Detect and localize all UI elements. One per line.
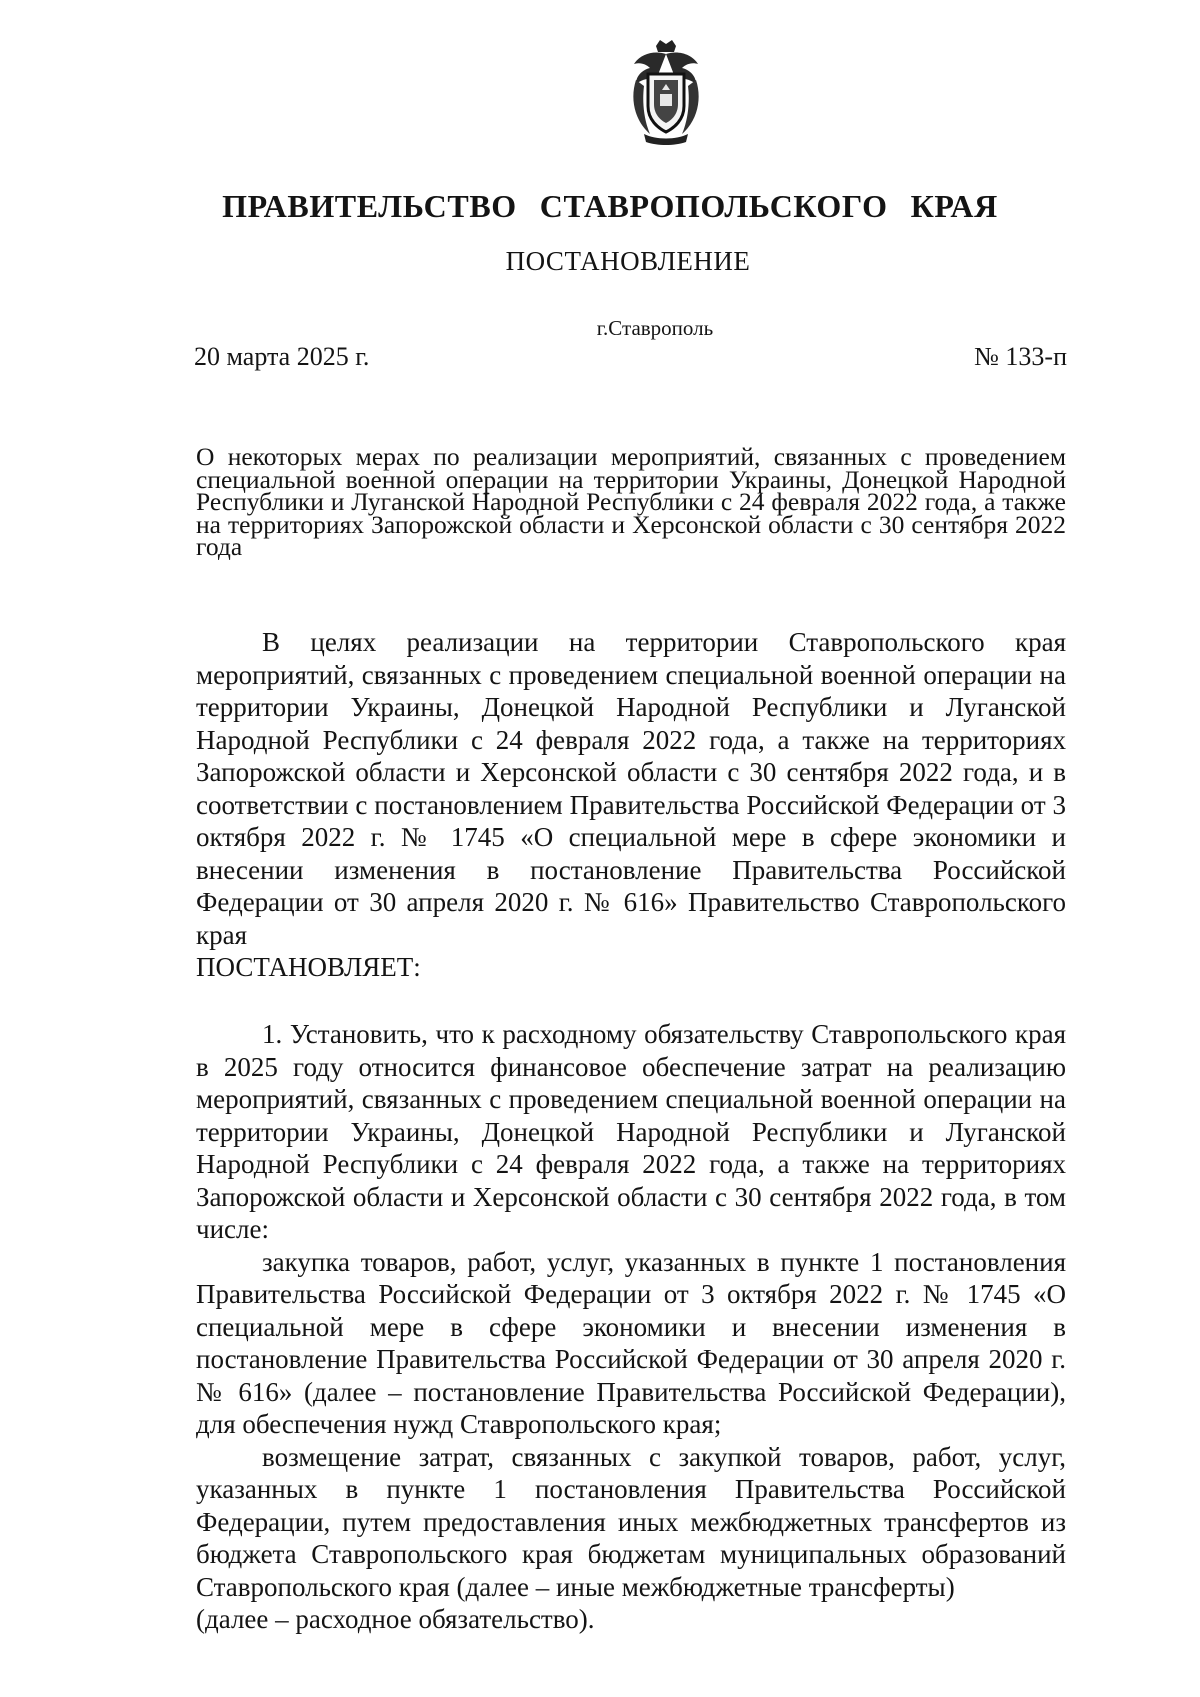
preamble-section — [196, 626, 1066, 951]
preamble-paragraph: В целях реализации на территории Ставропольского края мероприятий, связанных с проведением специальной военной операции на территории Украины, Донецкой Народной Республики и Луганской Народной Республики с 24 февраля 2022 года, а также на территориях Запорожской области и Херсонской области с 30 сентября 2022 года, и в соответствии с постановлением Правительства Российской Федерации от 3 октября 2022 г. № 1745 «О специальной мере в сфере экономики и внесении изменения в постановление Правительства Российской Федерации от 30 апреля 2020 г. № 616» Правительство Ставропольского края — [196, 627, 1066, 950]
city-name: г.Ставрополь — [596, 316, 714, 340]
clause-1-section — [196, 1018, 1066, 1636]
document-date: 20 марта 2025 г. — [194, 342, 370, 371]
document-subject: О некоторых мерах по реализации мероприятий, связанных с проведением специальной военной операции на территории Украины, Донецкой Народной Республики и Луганской Народной Республики с 24 февраля 2022 года, а также на территориях Запорожской области и Херсонской области с 30 сентября 2022 года — [196, 442, 1066, 561]
coat-of-arms-icon — [626, 40, 706, 146]
government-title: ПРАВИТЕЛЬСТВО СТАВРОПОЛЬСКОГО КРАЯ — [222, 188, 998, 224]
clause-1-closing: (далее – расходное обязательство). — [196, 1604, 595, 1634]
clause-1-intro: 1. Установить, что к расходному обязательству Ставропольского края в 2025 году относится финансовое обеспечение затрат на реализацию мероприятий, связанных с проведением специальной военной операции на территории Украины, Донецкой Народной Республики и Луганской Народной Республики с 24 февраля 2022 года, а также на территориях Запорожской области и Херсонской области с 30 сентября 2022 года, в том числе: — [196, 1019, 1066, 1244]
clause-1-item-reimbursement: возмещение затрат, связанных с закупкой товаров, работ, услуг, указанных в пункте 1 постановления Правительства Российской Федерации, путем предоставления иных межбюджетных трансфертов из бюджета Ставропольского края бюджетам муниципальных образований Ставропольского края (далее – иные межбюджетные трансферты) — [196, 1441, 1066, 1602]
document-type: ПОСТАНОВЛЕНИЕ — [505, 246, 751, 276]
resolves-heading: ПОСТАНОВЛЯЕТ: — [196, 952, 421, 982]
clause-1-item-procurement: закупка товаров, работ, услуг, указанных в пункте 1 постановления Правительства Российской Федерации от 3 октября 2022 г. № 1745 «О специальной мере в сфере экономики и внесении изменения в постановление Правительства Российской Федерации от 30 апреля 2020 г. № 616» (далее – постановление Правительства Российской Федерации), для обеспечения нужд Ставропольского края; — [196, 1246, 1066, 1439]
document-number: № 133-п — [974, 342, 1067, 371]
